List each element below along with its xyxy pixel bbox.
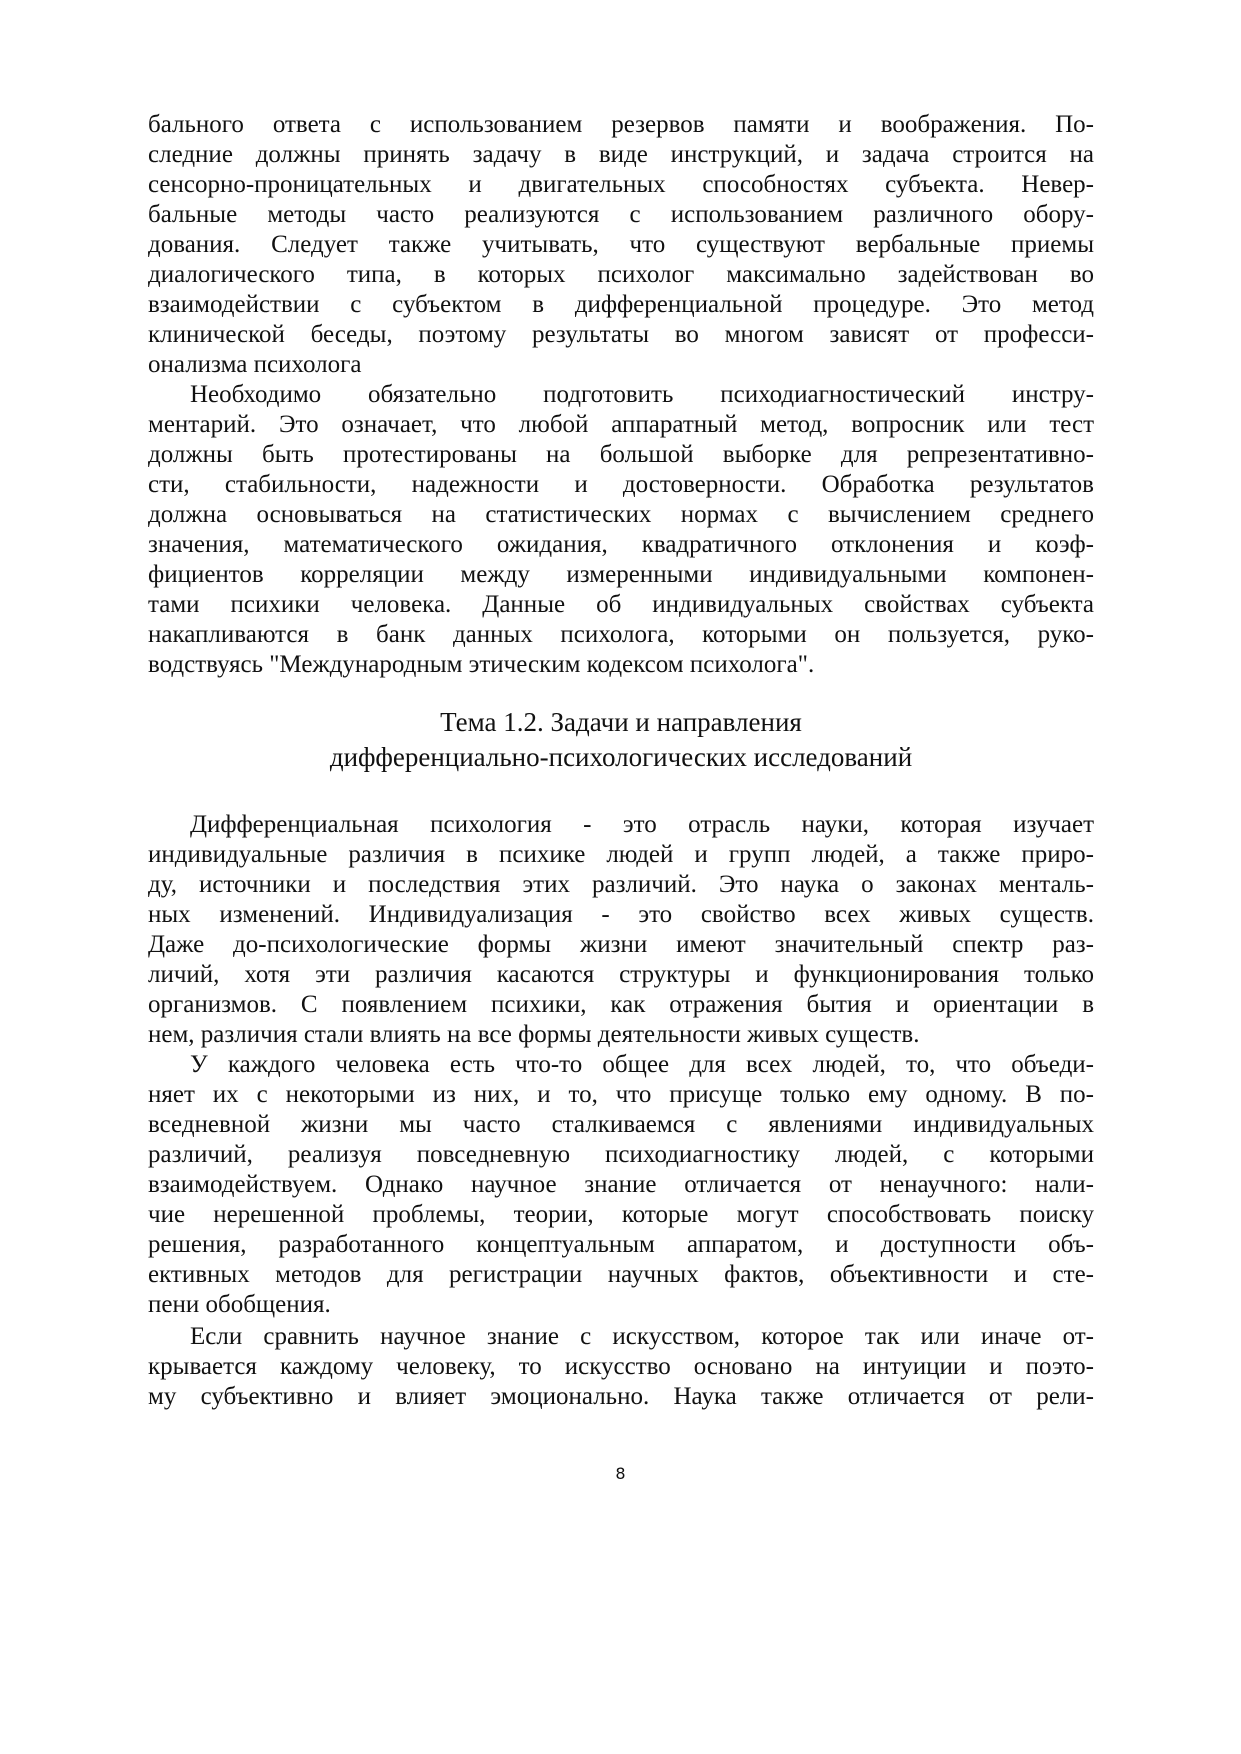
text-line: тами психики человека. Данные об индивидуальных свойствах субъекта [148,591,1094,618]
text-line: взаимодействуем. Однако научное знание отличается от ненаучного: нали- [148,1171,1094,1198]
text-line: Если сравнить научное знание с искусством, которое так или иначе от- [190,1323,1094,1350]
text-line: ективных методов для регистрации научных фактов, объективности и сте- [148,1261,1094,1288]
heading-line-2: дифференциально-психологических исследований [329,742,913,772]
text-line: крывается каждому человеку, то искусство основано на интуиции и поэто- [148,1353,1094,1380]
text-line: следние должны принять задачу в виде инструкций, и задача строится на [148,141,1094,168]
paragraph-5 [148,1322,1094,1412]
text-line: нем, различия стали влиять на все формы деятельности живых существ. [148,1021,920,1048]
text-line: диалогического типа, в которых психолог максимально задействован во [148,261,1094,288]
text-line: взаимодействии с субъектом в дифференциальной процедуре. Это метод [148,291,1094,318]
text-line: личий, хотя эти различия касаются структуры и функционирования только [148,961,1094,988]
text-line: ду, источники и последствия этих различий. Это наука о законах менталь- [148,871,1094,898]
paragraph-2 [148,380,1094,680]
text-line: сти, стабильности, надежности и достоверности. Обработка результатов [148,471,1094,498]
paragraph-3 [148,810,1094,1050]
text-line: пени обобщения. [148,1291,331,1318]
text-line: клинической беседы, поэтому результаты во многом зависят от професси- [148,321,1094,348]
text-line: няет их с некоторыми из них, и то, что присуще только ему одному. В по- [148,1081,1094,1108]
text-line: У каждого человека есть что-то общее для всех людей, то, что объеди- [190,1051,1094,1078]
text-line: ментарий. Это означает, что любой аппаратный метод, вопросник или тест [148,411,1094,438]
text-line: му субъективно и влияет эмоционально. Наука также отличается от рели- [148,1383,1094,1410]
text-line: водствуясь "Международным этическим кодексом психолога". [148,651,815,678]
text-line: накапливаются в банк данных психолога, которыми он пользуется, руко- [148,621,1094,648]
text-line: ных изменений. Индивидуализация - это свойство всех живых существ. [148,901,1094,928]
page-number: 8 [615,1464,626,1483]
text-line: должна основываться на статистических нормах с вычислением среднего [148,501,1094,528]
text-line: различий, реализуя повседневную психодиагностику людей, с которыми [148,1141,1094,1168]
text-line: сенсорно-проницательных и двигательных способностях субъекта. Невер- [148,171,1094,198]
text-line: Дифференциальная психология - это отрасль науки, которая изучает [190,811,1094,838]
text-line: Необходимо обязательно подготовить психодиагностический инстру- [190,381,1094,408]
text-line: бальные методы часто реализуются с использованием различного обору- [148,201,1094,228]
text-line: бального ответа с использованием резервов памяти и воображения. По- [148,111,1094,138]
text-line: фициентов корреляции между измеренными индивидуальными компонен- [148,561,1094,588]
text-line: Даже до-психологические формы жизни имеют значительный спектр раз- [148,931,1094,958]
text-line: должны быть протестированы на большой выборке для репрезентативно- [148,441,1094,468]
text-line: вседневной жизни мы часто сталкиваемся с явлениями индивидуальных [148,1111,1094,1138]
section-heading [148,705,1094,775]
heading-line-1: Тема 1.2. Задачи и направления [440,707,802,737]
text-line: организмов. С появлением психики, как отражения бытия и ориентации в [148,991,1094,1018]
text-line: решения, разработанного концептуальным аппаратом, и доступности объ- [148,1231,1094,1258]
text-line: чие нерешенной проблемы, теории, которые могут способствовать поиску [148,1201,1094,1228]
text-line: индивидуальные различия в психике людей и групп людей, а также приро- [148,841,1094,868]
paragraph-4 [148,1050,1094,1320]
text-line: онализма психолога [148,351,362,378]
text-line: значения, математического ожидания, квадратичного отклонения и коэф- [148,531,1094,558]
paragraph-1 [148,110,1094,380]
text-line: дования. Следует также учитывать, что существуют вербальные приемы [148,231,1094,258]
